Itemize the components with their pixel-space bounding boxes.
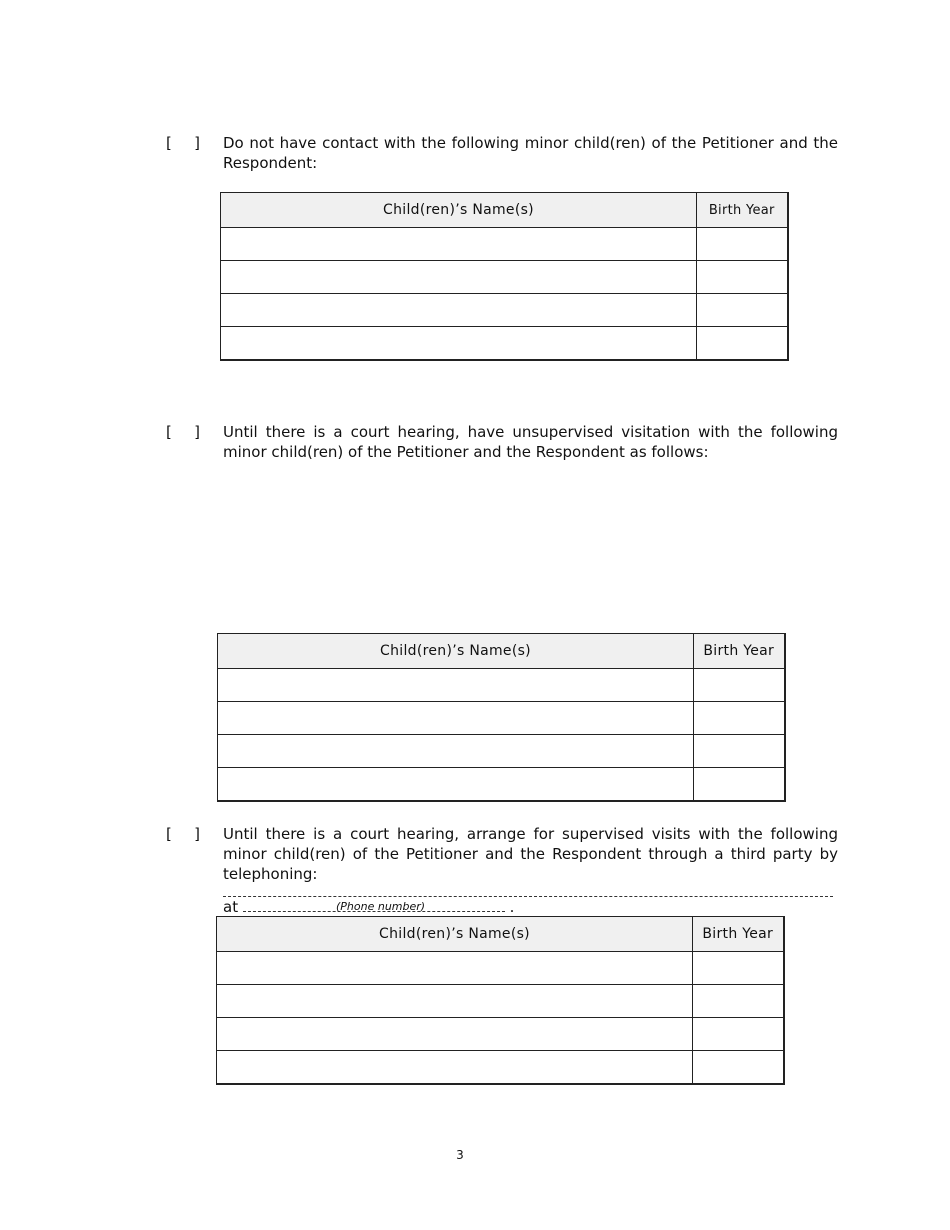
table-row: [217, 1018, 784, 1051]
unsupervised-visitation-text: Until there is a court hearing, have unsupervised visitation with the following minor child(ren) of the Petitioner and the Respondent as follows:: [223, 423, 838, 461]
child-name-cell[interactable]: [218, 768, 694, 802]
phone-line-end: .: [509, 898, 515, 916]
no-contact-children-table: [220, 192, 789, 361]
table-row: [217, 1051, 784, 1085]
table-row: [218, 702, 785, 735]
table-row: [221, 228, 788, 261]
col-header-name: Child(ren)’s Name(s): [221, 193, 697, 228]
unsupervised-children-table: [217, 633, 786, 802]
unsupervised-visitation-checkbox[interactable]: [ ]: [166, 423, 203, 441]
table-row: [218, 768, 785, 802]
child-name-cell[interactable]: [218, 669, 694, 702]
child-name-cell[interactable]: [221, 228, 697, 261]
birth-year-cell[interactable]: [697, 327, 788, 361]
supervised-children-table: [216, 916, 785, 1085]
supervised-visits-checkbox[interactable]: [ ]: [166, 825, 203, 843]
table-row: [221, 261, 788, 294]
child-name-cell[interactable]: [218, 702, 694, 735]
table-row: [217, 952, 784, 985]
child-name-cell[interactable]: [217, 1018, 693, 1051]
child-name-cell[interactable]: [221, 261, 697, 294]
birth-year-cell[interactable]: [694, 768, 785, 802]
birth-year-cell[interactable]: [697, 261, 788, 294]
supervised-visits-item: [166, 824, 838, 917]
page-number: 3: [456, 1148, 464, 1162]
table-header-row: [221, 193, 788, 228]
supervised-visits-text: Until there is a court hearing, arrange for supervised visits with the following minor child(ren) of the Petitioner and the Respondent through a third party by telephoning:: [223, 825, 838, 883]
child-name-cell[interactable]: [217, 985, 693, 1018]
birth-year-cell[interactable]: [694, 669, 785, 702]
table-row: [218, 669, 785, 702]
unsupervised-visitation-item: [166, 422, 838, 462]
child-name-cell[interactable]: [217, 1051, 693, 1085]
table-row: [218, 735, 785, 768]
col-header-name: Child(ren)’s Name(s): [218, 634, 694, 669]
birth-year-cell[interactable]: [693, 1018, 784, 1051]
no-contact-text: Do not have contact with the following minor child(ren) of the Petitioner and the Respondent:: [223, 134, 838, 172]
birth-year-cell[interactable]: [694, 735, 785, 768]
col-header-name: Child(ren)’s Name(s): [217, 917, 693, 952]
phone-line: [223, 897, 838, 917]
col-header-birth-year: Birth Year: [694, 634, 785, 669]
birth-year-cell[interactable]: [694, 702, 785, 735]
no-contact-checkbox[interactable]: [ ]: [166, 134, 203, 152]
third-party-name-blank[interactable]: [223, 884, 833, 897]
no-contact-item: [166, 133, 838, 173]
child-name-cell[interactable]: [221, 294, 697, 327]
at-label: at: [223, 898, 239, 916]
child-name-cell[interactable]: [221, 327, 697, 361]
birth-year-cell[interactable]: [693, 985, 784, 1018]
table-row: [217, 985, 784, 1018]
birth-year-cell[interactable]: [697, 294, 788, 327]
phone-number-caption: (Phone number): [336, 900, 426, 913]
table-row: [221, 294, 788, 327]
table-row: [221, 327, 788, 361]
child-name-cell[interactable]: [218, 735, 694, 768]
col-header-birth-year: Birth Year: [697, 193, 788, 228]
birth-year-cell[interactable]: [697, 228, 788, 261]
birth-year-cell[interactable]: [693, 952, 784, 985]
col-header-birth-year: Birth Year: [693, 917, 784, 952]
birth-year-cell[interactable]: [693, 1051, 784, 1085]
child-name-cell[interactable]: [217, 952, 693, 985]
table-header-row: [217, 917, 784, 952]
table-header-row: [218, 634, 785, 669]
